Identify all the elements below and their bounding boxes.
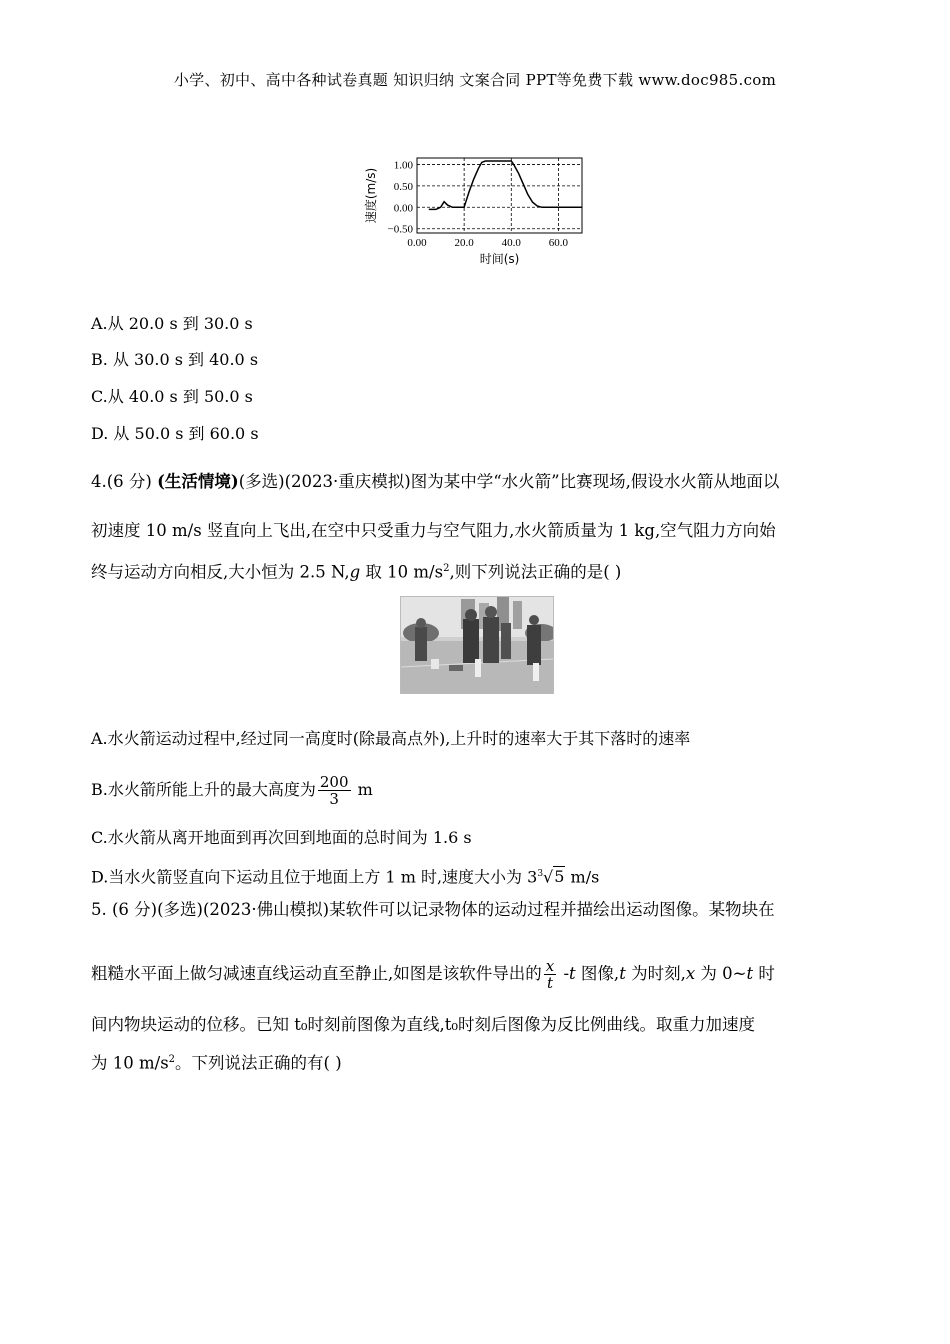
- q5-stem-2a: 粗糙水平面上做匀减速直线运动直至静止,如图是该软件导出的: [91, 964, 542, 983]
- q5-stem-2c: 为时刻,: [625, 964, 686, 983]
- q4-stem-3b: 取 10 m/s: [360, 562, 444, 582]
- q5-stem-2d: 为 0~: [695, 964, 747, 983]
- q5-t2: t: [619, 964, 626, 983]
- q4-option-a: A.水火箭运动过程中,经过同一高度时(除最高点外),上升时的速率大于其下落时的速率: [91, 729, 691, 748]
- q5-exponent: 2: [168, 1054, 176, 1065]
- y-tick-label: −0.50: [387, 223, 413, 236]
- q3-option-a: A.从 20.0 s 到 30.0 s: [91, 314, 253, 333]
- y-tick-label: 0.00: [393, 202, 413, 215]
- velocity-series-line: [429, 161, 582, 209]
- q4-option-d-text: D.当水火箭竖直向下运动且位于地面上方 1 m 时,速度大小为 3: [91, 867, 538, 887]
- q5-t3: t: [746, 964, 754, 983]
- q5-dash: -: [558, 964, 570, 983]
- q4-number: 4.(6 分): [91, 472, 158, 491]
- fraction-numerator: 200: [319, 773, 349, 791]
- q5-stem-2e: 时: [753, 964, 775, 983]
- root-index: 3: [537, 869, 544, 879]
- q4-g-symbol: g: [349, 562, 361, 582]
- y-tick-label: 1.00: [393, 159, 413, 172]
- q4-stem-line-3: [91, 557, 621, 585]
- q5-x: x: [685, 964, 696, 983]
- q4-option-d-unit: m/s: [565, 867, 600, 887]
- q5-stem-4a: 为 10 m/s: [91, 1053, 169, 1073]
- q5-stem-line-1: 5. (6 分)(多选)(2023·佛山模拟)某软件可以记录物体的运动过程并描绘出运动图像。某物块在: [91, 900, 775, 919]
- fraction-x: x: [545, 957, 555, 975]
- q4-option-d: [91, 863, 599, 888]
- q5-stem-2b: 图像,: [575, 964, 620, 983]
- q4-stem-3c: ,则下列说法正确的是( ): [449, 562, 622, 582]
- q4-option-b-text: B.水火箭所能上升的最大高度为: [91, 780, 316, 799]
- fraction-x-over-t: [544, 958, 556, 991]
- q4-exponent: 2: [443, 563, 450, 574]
- q5-stem-line-2: [91, 956, 775, 992]
- y-tick-label: 0.50: [393, 180, 413, 193]
- water-rocket-photo: [400, 596, 554, 694]
- q4-option-b-unit: m: [352, 780, 373, 799]
- q4-option-b: [91, 772, 373, 808]
- plot-frame: [417, 158, 582, 233]
- y-axis-label: 速度(m/s): [364, 167, 378, 224]
- q4-stem-line-2: 初速度 10 m/s 竖直向上飞出,在空中只受重力与空气阻力,水火箭质量为 1 kg,空气阻力方向始: [91, 521, 776, 540]
- fraction-denominator: 3: [329, 790, 339, 808]
- x-tick-label: 40.0: [501, 237, 521, 249]
- root-radicand: 5: [554, 867, 565, 887]
- q5-t: t: [569, 964, 576, 983]
- x-tick-label: 60.0: [548, 237, 569, 249]
- q5-stem-4b: 。下列说法正确的有( ): [175, 1053, 342, 1073]
- fraction-200-3: [318, 774, 351, 807]
- q3-option-b: B. 从 30.0 s 到 40.0 s: [91, 350, 259, 369]
- q4-stem-1: (多选)(2023·重庆模拟)图为某中学“水火箭”比赛现场,假设水火箭从地面以: [238, 472, 780, 491]
- q5-stem-line-4: [91, 1048, 342, 1076]
- fraction-t: t: [546, 974, 553, 992]
- page-header: 小学、初中、高中各种试卷真题 知识归纳 文案合同 PPT等免费下载 www.doc985.com: [173, 71, 777, 89]
- q3-option-c: C.从 40.0 s 到 50.0 s: [91, 387, 253, 406]
- cube-root-5: $^3$√5: [537, 867, 565, 887]
- q4-tag: (生活情境): [157, 472, 239, 491]
- velocity-time-chart: [360, 150, 590, 280]
- x-tick-label: 20.0: [454, 237, 474, 249]
- q5-stem-line-3: 间内物块运动的位移。已知 t₀时刻前图像为直线,t₀时刻后图像为反比例曲线。取重力加速度: [91, 1015, 755, 1034]
- q4-option-c: C.水火箭从离开地面到再次回到地面的总时间为 1.6 s: [91, 828, 472, 847]
- q3-option-d: D. 从 50.0 s 到 60.0 s: [91, 424, 259, 443]
- x-tick-label: 0.00: [407, 237, 427, 249]
- q4-stem-line-1: [91, 470, 779, 494]
- photo-illustration: [401, 597, 553, 693]
- q4-stem-3a: 终与运动方向相反,大小恒为 2.5 N,: [91, 562, 350, 582]
- x-axis-label: 时间(s): [479, 252, 520, 266]
- velocity-time-chart-svg: [360, 150, 590, 280]
